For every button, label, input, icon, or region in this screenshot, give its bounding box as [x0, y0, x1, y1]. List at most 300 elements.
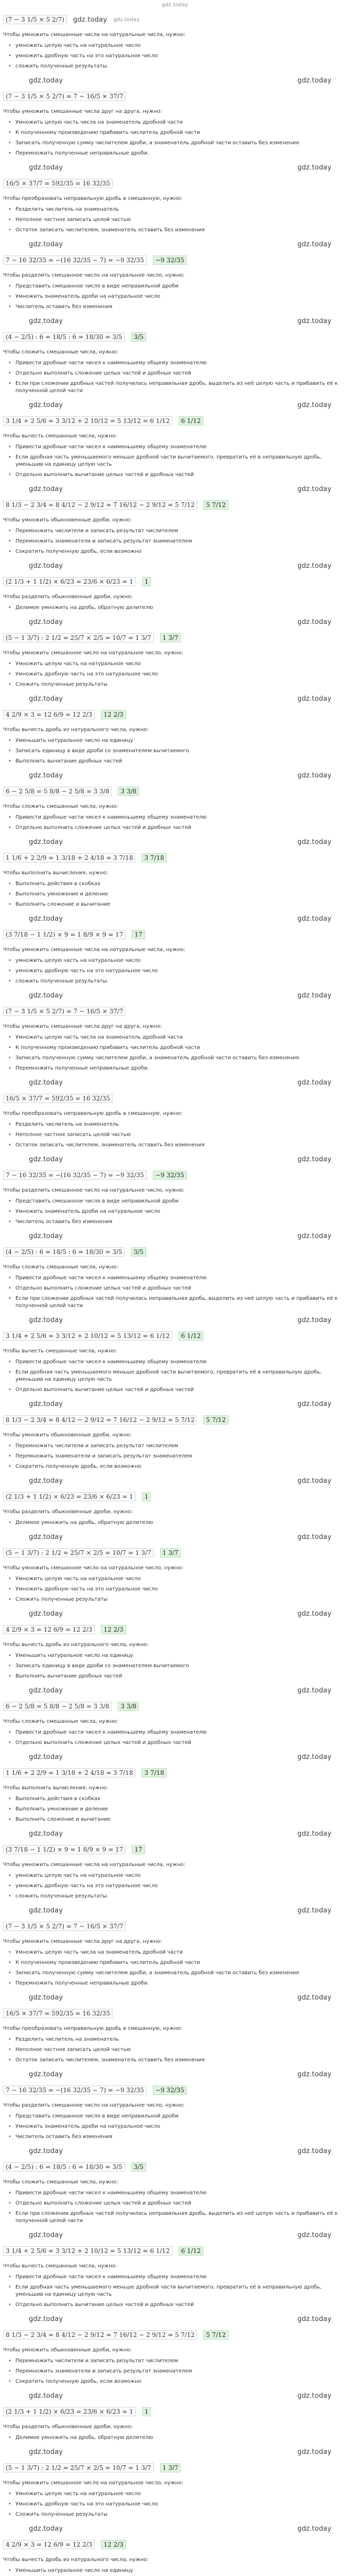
watermark-text: gdz.today: [29, 1477, 63, 1485]
watermark-text: gdz.today: [297, 562, 331, 570]
rule-item: • Представить смешанное число в виде неправильной дроби: [11, 1196, 347, 1207]
solution-step: [3, 2340, 347, 2416]
watermark-row: [3, 833, 347, 846]
solution-step: [3, 642, 347, 719]
rule-item: • Умножить знаменатель дроби на натуральное число: [11, 1207, 347, 1217]
rule-list: [3, 2566, 347, 2576]
step-formula: 7 − 16 32/35 = −(16 32/35 − 7) = −9 32/35: [3, 1171, 147, 1180]
formula-row: [3, 779, 347, 796]
watermark-text: gdz.today: [29, 317, 63, 325]
watermark-row: [3, 2142, 347, 2155]
rule-item: • Разделить числитель на знаменатель: [11, 2035, 347, 2045]
rule-item: • Перемножить знаменатели и записать результат знаменателем: [11, 2366, 347, 2377]
watermark-row: [3, 2387, 347, 2400]
step-answer: 1: [142, 2407, 151, 2416]
step-answer: 3/5: [131, 2162, 146, 2172]
step-formula: (4 − 2/5) : 6 = 18/5 : 6 = 18/30 = 3/5: [3, 1247, 125, 1257]
formula-row: [3, 703, 347, 719]
rule-list: [3, 281, 347, 312]
rule-item: • Перемножить числители и записать результат числителем: [11, 1441, 347, 1451]
rule-list: [3, 1357, 347, 1395]
rule-item: • Выполнить умножение и деление: [11, 1804, 347, 1815]
rule-heading: Чтобы разделить смешанное число на натуральное число, нужно:: [3, 2103, 185, 2108]
rule-heading: Чтобы вычесть смешанные числа, нужно:: [3, 2263, 117, 2269]
step-formula: 7 − 16 32/35 = −(16 32/35 − 7) = −9 32/35: [3, 2086, 147, 2095]
watermark-row: [3, 1682, 347, 1694]
solution-step: [3, 1931, 347, 2018]
formula-row: [3, 2155, 347, 2172]
rule-item: • Привести дробные части чисел к наименьшему общему знаменателю: [11, 2188, 347, 2198]
watermark-text: gdz.today: [29, 1079, 63, 1087]
formula-row: [3, 626, 347, 642]
watermark-text: gdz.today: [297, 1753, 331, 1761]
rule-item: • Записать единицу в виде дроби со знаменателем вычитаемого: [11, 746, 347, 756]
step-formula: (4 − 2/5) : 6 = 18/5 : 6 = 18/30 = 3/5: [3, 332, 125, 342]
watermark-text: gdz.today: [297, 1533, 331, 1541]
watermark-text: gdz.today: [297, 1610, 331, 1618]
solution-step: [3, 2416, 347, 2472]
step-answer: 3 7/18: [142, 853, 166, 862]
watermark-text: gdz.today: [297, 1687, 331, 1694]
watermark-text: gdz.today: [297, 1232, 331, 1240]
solution-step: [3, 2549, 347, 2576]
rule-item: • Умножить целую часть числа на знаменатель дробной части: [11, 117, 347, 128]
watermark-text: gdz.today: [29, 1830, 63, 1838]
watermark-text: gdz.today: [29, 695, 63, 703]
step-formula: (7 − 3 1/5 × 5 2/7) = 7 − 16/5 × 37/7: [3, 92, 126, 101]
rule-heading: Чтобы умножить смешанные числа на натуральные числа, нужно:: [3, 32, 185, 38]
watermark-text: gdz.today: [297, 2147, 331, 2155]
rule-list: [3, 2188, 347, 2226]
rule-item: • умножить дробную часть на это натуральное число: [11, 966, 347, 976]
step-formula: 6 − 2 5/8 = 5 8/8 − 2 5/8 = 3 3/8: [3, 787, 112, 796]
rule-item: • Если дробная часть уменьшаемого меньше дробной части вычитаемого, превратить её в неправильную дробь, уменьшив на единицу целую часть: [11, 2282, 347, 2300]
formula-row: [3, 1761, 347, 1777]
rule-heading: Чтобы разделить смешанное число на натуральное число, нужно:: [3, 1188, 185, 1193]
rule-heading: Чтобы разделить обыкновенные дроби, нужно:: [3, 1509, 133, 1515]
watermark-text: gdz.today: [297, 915, 331, 923]
watermark-text: gdz.today: [29, 241, 63, 248]
rule-list: [3, 442, 347, 480]
formula-row: [3, 2456, 347, 2472]
rule-item: • Перемножить числители и записать результат числителем: [11, 2356, 347, 2366]
rule-list: [3, 2433, 347, 2443]
rule-item: • Записать полученную сумму числителем дроби, а знаменатель дробной части оставить без изменения: [11, 1968, 347, 1978]
watermark-row: [3, 557, 347, 570]
rule-heading: Чтобы разделить обыкновенные дроби, нужно:: [3, 594, 133, 600]
rule-item: • Остаток записать числителем, знаменатель оставить без изменения: [11, 2055, 347, 2065]
step-formula: (5 − 1 3/7) : 2 1/2 = 25/7 × 2/5 = 10/7 = 1 3/7: [3, 633, 154, 642]
rule-item: • Привести дробные части чисел к наименьшему общему знаменателю: [11, 1273, 347, 1283]
rule-heading: Чтобы умножить смешанные числа на натуральные числа, нужно:: [3, 1862, 185, 1868]
rule-item: • Если дробная часть уменьшаемого меньше дробной части вычитаемого, превратить её в неправильную дробь, уменьшив на единицу целую часть: [11, 452, 347, 470]
watermark-row: [3, 480, 347, 493]
solution-step: [3, 265, 347, 342]
solution-step: [3, 426, 347, 510]
rule-heading: Чтобы сложить смешанные числа, нужно:: [3, 1719, 118, 1724]
formula-row: [3, 84, 347, 101]
formula-row: [3, 172, 347, 188]
rule-item: • Отдельно выполнить сложение целых частей и дробных частей: [11, 823, 347, 833]
solution-step: [3, 862, 347, 939]
step-answer: 12 2/3: [101, 710, 126, 719]
rule-item: • Отдельно выполнить сложение целых частей и дробных частей: [11, 368, 347, 379]
solution-step: [3, 342, 347, 426]
rule-list: [3, 205, 347, 235]
solution-step: [3, 2472, 347, 2549]
solution-step: [3, 1711, 347, 1777]
step-formula: 7 − 16 32/35 = −(16 32/35 − 7) = −9 32/35: [3, 256, 147, 265]
watermark-text: gdz.today: [29, 2392, 63, 2400]
step-formula: 16/5 × 37/7 = 592/35 = 16 32/35: [3, 1094, 113, 1103]
watermark-text: gdz.today: [29, 1753, 63, 1761]
top-formula-row: [3, 8, 347, 24]
solution-step: [3, 1854, 347, 1931]
rule-heading: Чтобы умножить смешанное число на натуральное число, нужно:: [3, 1565, 184, 1571]
formula-row: [3, 1163, 347, 1180]
formula-row: [3, 1240, 347, 1257]
rule-item: • Перемножить числители и записать результат числителем: [11, 526, 347, 536]
solution-step: [3, 101, 347, 188]
step-answer: 3/5: [131, 332, 146, 342]
watermark-text: gdz.today: [29, 77, 63, 84]
rule-item: • Выполнить вычитание дробных частей: [11, 1671, 347, 1682]
formula-row: [3, 1694, 347, 1711]
watermark-text: gdz.today: [29, 2231, 63, 2239]
watermark-text: gdz.today: [29, 1316, 63, 1324]
watermark-row: [3, 1748, 347, 1761]
solution-step: [3, 719, 347, 796]
step-formula: (2 1/3 + 1 1/2) × 6/23 = 23/6 × 6/23 = 1: [3, 2407, 136, 2416]
rule-heading: Чтобы вычесть дробь из натурального числа, нужно:: [3, 727, 149, 733]
rule-heading: Чтобы умножить смешанные числа друг на друга, нужно:: [3, 1939, 162, 1944]
rule-heading: Чтобы вычесть дробь из натурального числа, нужно:: [3, 2557, 149, 2563]
rule-item: • Сложить полученные результаты: [11, 680, 347, 690]
rule-list: [3, 1727, 347, 1748]
rule-item: • Делимое умножить на дробь, обратную делителю: [11, 2433, 347, 2443]
rule-item: • Привести дробные части чисел к наименьшему общему знаменателю: [11, 442, 347, 452]
rule-item: • Умножить целую часть на натуральное число: [11, 2489, 347, 2499]
step-answer: 3 3/8: [118, 1702, 139, 1711]
formula-row: [3, 846, 347, 862]
rule-item: • Записать полученную сумму числителем дроби, а знаменатель дробной части оставить без изменения: [11, 1053, 347, 1063]
rule-item: • К полученному произведению прибавить числитель дробной части: [11, 1958, 347, 1968]
formula-row: [3, 325, 347, 342]
step-formula: 16/5 × 37/7 = 592/35 = 16 32/35: [3, 179, 113, 188]
solution-step: [3, 796, 347, 862]
watermark-row: [3, 1825, 347, 1838]
step-answer: 1 3/7: [160, 1548, 181, 1557]
solution-step: [3, 2018, 347, 2095]
solution-step: [3, 1180, 347, 1257]
watermark-row: [3, 2226, 347, 2239]
formula-row: [3, 409, 347, 426]
step-formula: (7 − 3 1/5 × 5 2/7) = 7 − 16/5 × 37/7: [3, 1007, 126, 1016]
watermark-text: gdz.today: [29, 2448, 63, 2456]
watermark-text: gdz.today: [297, 772, 331, 779]
rule-item: • Выполнить действия в скобках: [11, 1794, 347, 1804]
watermark-row: [3, 1472, 347, 1485]
rule-heading: Чтобы преобразовать неправильную дробь в смешанную, нужно:: [3, 2026, 183, 2031]
formula-row: [3, 999, 347, 1016]
rule-item: • Перемножить полученные неправильные дроби.: [11, 148, 347, 159]
formula-row: [3, 2239, 347, 2256]
watermark-text: gdz.today: [297, 2231, 331, 2239]
rule-list: [3, 1518, 347, 1528]
watermark-text: gdz.today: [297, 838, 331, 846]
step-formula: (5 − 1 3/7) : 2 1/2 = 25/7 × 2/5 = 10/7 = 1 3/7: [3, 2463, 154, 2472]
rule-heading: Чтобы сложить смешанные числа, нужно:: [3, 2179, 118, 2185]
rule-item: • Если при сложении дробных частей получилась неправильная дробь, выделить из неё целую часть и прибавить её к полученной целой части: [11, 379, 347, 396]
rule-item: • Неполное частное записать целой частью: [11, 2045, 347, 2055]
formula-row: [3, 2323, 347, 2340]
rule-heading: Чтобы умножить обыкновенные дроби, нужно:: [3, 517, 132, 523]
rule-item: • Умножить дробную часть на это натуральное число: [11, 2499, 347, 2510]
rule-heading: Чтобы умножить смешанные числа на натуральные числа, нужно:: [3, 947, 185, 953]
watermark-text: gdz.today: [297, 2071, 331, 2078]
rule-item: • Числитель оставить без изменения: [11, 302, 347, 312]
watermark-row: [3, 1395, 347, 1408]
watermark-row: [3, 1074, 347, 1087]
rule-heading: Чтобы умножить смешанное число на натуральное число, нужно:: [3, 650, 184, 656]
rule-item: • Представить смешанное число в виде неправильной дроби: [11, 2111, 347, 2122]
step-formula: 1 1/6 + 2 2/9 = 1 3/18 + 2 4/18 = 3 7/18: [3, 1768, 135, 1777]
watermark-row: [3, 2443, 347, 2456]
step-answer: 6 1/12: [179, 1331, 203, 1341]
watermark-text: gdz.today: [29, 1533, 63, 1541]
step-answer: 1: [142, 577, 151, 586]
watermark-text: gdz.today: [297, 2525, 331, 2533]
rule-item: • сложить полученные результаты.: [11, 1891, 347, 1902]
formula-row: [3, 1087, 347, 1103]
solution-step: [3, 188, 347, 265]
rule-list: [3, 2272, 347, 2310]
watermark-text: gdz.today: [29, 1400, 63, 1408]
rule-item: • умножить целую часть на натуральное число: [11, 956, 347, 966]
step-answer: 12 2/3: [101, 2540, 126, 2549]
watermark-row: [3, 1605, 347, 1618]
watermark-row: [3, 1227, 347, 1240]
step-formula: (3 7/18 − 1 1/2) × 9 = 1 8/9 × 9 = 17: [3, 930, 126, 939]
watermark-text: gdz.today: [297, 317, 331, 325]
rule-list: [3, 659, 347, 690]
formula-row: [3, 1618, 347, 1634]
rule-list: [3, 812, 347, 833]
watermark-text: gdz.today: [29, 2147, 63, 2155]
watermark-row: [3, 690, 347, 703]
solution-step: [3, 586, 347, 642]
rule-item: • Делимое умножить на дробь, обратную делителю: [11, 603, 347, 613]
watermark-row: [3, 767, 347, 779]
rule-list: [3, 956, 347, 987]
rule-list: [3, 41, 347, 72]
rule-item: • Умножить целую часть на натуральное число: [11, 659, 347, 669]
rule-item: • сложить полученные результаты.: [11, 61, 347, 72]
rule-item: • Привести дробные части чисел к наименьшему общему знаменателю: [11, 1357, 347, 1367]
rule-item: • Уменьшить натуральное число на единицу: [11, 736, 347, 746]
step-formula: 8 1/3 − 2 3/4 = 8 4/12 − 2 9/12 = 7 16/12 − 2 9/12 = 5 7/12: [3, 500, 197, 510]
rule-heading: Чтобы преобразовать неправильную дробь в смешанную, нужно:: [3, 1111, 183, 1116]
rule-item: • умножить целую часть на натуральное число: [11, 41, 347, 51]
rule-item: • Делимое умножить на дробь, обратную делителю: [11, 1518, 347, 1528]
watermark-row: [3, 613, 347, 626]
rule-heading: Чтобы преобразовать неправильную дробь в смешанную, нужно:: [3, 196, 183, 201]
solution-step: [3, 2095, 347, 2172]
step-answer: 6 1/12: [179, 2246, 203, 2256]
rule-item: • Отдельно выполнить вычитание целых частей и дробных частей: [11, 1385, 347, 1395]
step-answer: 5 7/12: [203, 500, 228, 510]
step-formula: 4 2/9 × 3 = 12 6/9 = 12 2/3: [3, 710, 95, 719]
rule-item: • умножить дробную часть на это натуральное число: [11, 1881, 347, 1891]
formula-row: [3, 923, 347, 939]
step-answer: 17: [132, 1845, 145, 1854]
rule-item: • Записать полученную сумму числителем дроби, а знаменатель дробной части оставить без изменения: [11, 138, 347, 148]
formula-row: [3, 1838, 347, 1854]
rule-list: [3, 1794, 347, 1825]
watermark-text: gdz.today: [297, 1994, 331, 2002]
solution-step: [3, 1016, 347, 1103]
step-answer: 5 7/12: [203, 1415, 228, 1425]
rule-item: • Если при сложении дробных частей получилась неправильная дробь, выделить из неё целую часть и прибавить её к полученной целой части: [11, 2209, 347, 2226]
watermark-text: gdz.today: [297, 1400, 331, 1408]
rule-list: [3, 1196, 347, 1227]
formula-row: [3, 2078, 347, 2095]
rule-item: • Сократить полученную дробь, если возможно: [11, 2377, 347, 2387]
solution-step: [3, 1634, 347, 1711]
rule-item: • Привести дробные части чисел к наименьшему общему знаменателю: [11, 2272, 347, 2282]
watermark-row: [3, 72, 347, 84]
rule-item: • Отдельно выполнить сложение целых частей и дробных частей: [11, 2198, 347, 2209]
rule-item: • Выполнить сложение и вычитание: [11, 1815, 347, 1825]
rule-heading: Чтобы сложить смешанные числа, нужно:: [3, 349, 118, 355]
step-answer: −9 32/35: [153, 2086, 187, 2095]
rule-item: • Представить смешанное число в виде неправильной дроби: [11, 281, 347, 292]
solution-step: [3, 1257, 347, 1341]
step-formula: (7 − 3 1/5 × 5 2/7) = 7 − 16/5 × 37/7: [3, 1922, 126, 1931]
step-formula: (5 − 1 3/7) : 2 1/2 = 25/7 × 2/5 = 10/7 = 1 3/7: [3, 1548, 154, 1557]
rule-item: • Умножить дробную часть на это натуральное число: [11, 1584, 347, 1595]
watermark-text: gdz.today: [29, 838, 63, 846]
watermark-text: gdz.today: [29, 1232, 63, 1240]
watermark-text: gdz.today: [297, 2448, 331, 2456]
rule-item: • Выполнить умножение и деление: [11, 889, 347, 900]
step-answer: 12 2/3: [101, 1625, 126, 1634]
rule-item: • Перемножить знаменатели и записать результат знаменателем: [11, 536, 347, 547]
formula-row: [3, 493, 347, 510]
rule-heading: Чтобы умножить смешанное число на натуральное число, нужно:: [3, 2480, 184, 2486]
rule-list: [3, 526, 347, 557]
rule-item: • Остаток записать числителем, знаменатель оставить без изменения: [11, 1140, 347, 1150]
rule-heading: Чтобы умножить смешанные числа друг на друга, нужно:: [3, 1024, 162, 1029]
watermark-row: [3, 2520, 347, 2533]
rule-list: [3, 1947, 347, 1989]
watermark-text: gdz.today: [29, 1687, 63, 1694]
formula-row: [3, 1485, 347, 1501]
watermark-text: gdz.today: [73, 15, 108, 24]
rule-heading: Чтобы вычесть смешанные числа, нужно:: [3, 1348, 117, 1354]
watermark-text: gdz.today: [297, 1156, 331, 1163]
step-formula: 3 1/4 + 2 5/6 = 3 3/12 + 2 10/12 = 5 13/12 = 6 1/12: [3, 1331, 172, 1341]
step-formula: 16/5 × 37/7 = 592/35 = 16 32/35: [3, 2009, 113, 2018]
formula-row: [3, 2002, 347, 2018]
rule-item: • Выполнить действия в скобках: [11, 879, 347, 889]
watermark-row: [3, 2065, 347, 2078]
rule-item: • Сократить полученную дробь, если возможно: [11, 1462, 347, 1472]
step-formula: 6 − 2 5/8 = 5 8/8 − 2 5/8 = 3 3/8: [3, 1702, 112, 1711]
formula-row: [3, 1324, 347, 1341]
rule-list: [3, 117, 347, 159]
top-watermark: [3, 0, 347, 8]
rule-heading: Чтобы выполнить вычисления, нужно:: [3, 870, 108, 876]
rule-item: • Отдельно выполнить вычитание целых частей и дробных частей: [11, 470, 347, 480]
solution-step: [3, 1557, 347, 1634]
rule-heading: Чтобы сложить смешанные числа, нужно:: [3, 804, 118, 809]
step-answer: 17: [132, 930, 145, 939]
watermark-text: gdz.today: [29, 2315, 63, 2323]
rule-item: • Числитель оставить без изменения: [11, 1217, 347, 1227]
rule-list: [3, 1120, 347, 1150]
rule-heading: Чтобы разделить смешанное число на натуральное число, нужно:: [3, 273, 185, 278]
step-answer: 6 1/12: [179, 416, 203, 426]
watermark-text: gdz.today: [297, 1907, 331, 1914]
rule-item: • Умножить дробную часть на это натуральное число: [11, 669, 347, 680]
watermark-row: [3, 2310, 347, 2323]
watermark-row: [3, 312, 347, 325]
solution-step: [3, 2256, 347, 2340]
watermark-row: [3, 910, 347, 923]
step-answer: 3 7/18: [142, 1768, 166, 1777]
watermark-text: gdz.today: [29, 618, 63, 626]
step-answer: 5 7/12: [203, 2330, 228, 2340]
watermark-text: gdz.today: [29, 992, 63, 999]
formula-row: [3, 1914, 347, 1931]
step-formula: (2 1/3 + 1 1/2) × 6/23 = 23/6 × 6/23 = 1: [3, 1492, 136, 1501]
rule-list: [3, 2489, 347, 2520]
rule-list: [3, 2356, 347, 2387]
watermark-row: [3, 1311, 347, 1324]
step-formula: 3 1/4 + 2 5/6 = 3 3/12 + 2 10/12 = 5 13/12 = 6 1/12: [3, 2246, 172, 2256]
rule-list: [3, 358, 347, 396]
step-answer: 1: [142, 1492, 151, 1501]
watermark-text: gdz.today: [162, 2, 188, 8]
watermark-text: gdz.today: [29, 915, 63, 923]
rule-item: • Отдельно выполнить сложение целых частей и дробных частей: [11, 1283, 347, 1294]
solution-steps: [3, 24, 347, 2576]
watermark-text: gdz.today: [29, 401, 63, 409]
rule-item: • Сократить полученную дробь, если возможно: [11, 547, 347, 557]
rule-list: [3, 1871, 347, 1902]
rule-list: [3, 1273, 347, 1311]
rule-item: • Записать единицу в виде дроби со знаменателем вычитаемого: [11, 1661, 347, 1671]
step-formula: (2 1/3 + 1 1/2) × 6/23 = 23/6 × 6/23 = 1: [3, 577, 136, 586]
watermark-row: [3, 1150, 347, 1163]
rule-item: • Умножить знаменатель дроби на натуральное число: [11, 2122, 347, 2132]
solution-step: [3, 510, 347, 586]
watermark-text: gdz.today: [297, 164, 331, 172]
solution-step: [3, 1425, 347, 1501]
rule-item: • Умножить целую часть числа на знаменатель дробной части: [11, 1947, 347, 1958]
rule-item: • К полученному произведению прибавить числитель дробной части: [11, 1043, 347, 1053]
rule-heading: Чтобы вычесть смешанные числа, нужно:: [3, 433, 117, 439]
formula-row: [3, 2400, 347, 2416]
formula-row: [3, 1541, 347, 1557]
rule-item: • Перемножить полученные неправильные дроби.: [11, 1978, 347, 1989]
solution-step: [3, 1501, 347, 1557]
watermark-text: gdz.today: [297, 992, 331, 999]
rule-heading: Чтобы разделить обыкновенные дроби, нужно:: [3, 2424, 133, 2430]
rule-item: • Неполное частное записать целой частью: [11, 215, 347, 225]
rule-heading: Чтобы сложить смешанные числа, нужно:: [3, 1264, 118, 1270]
